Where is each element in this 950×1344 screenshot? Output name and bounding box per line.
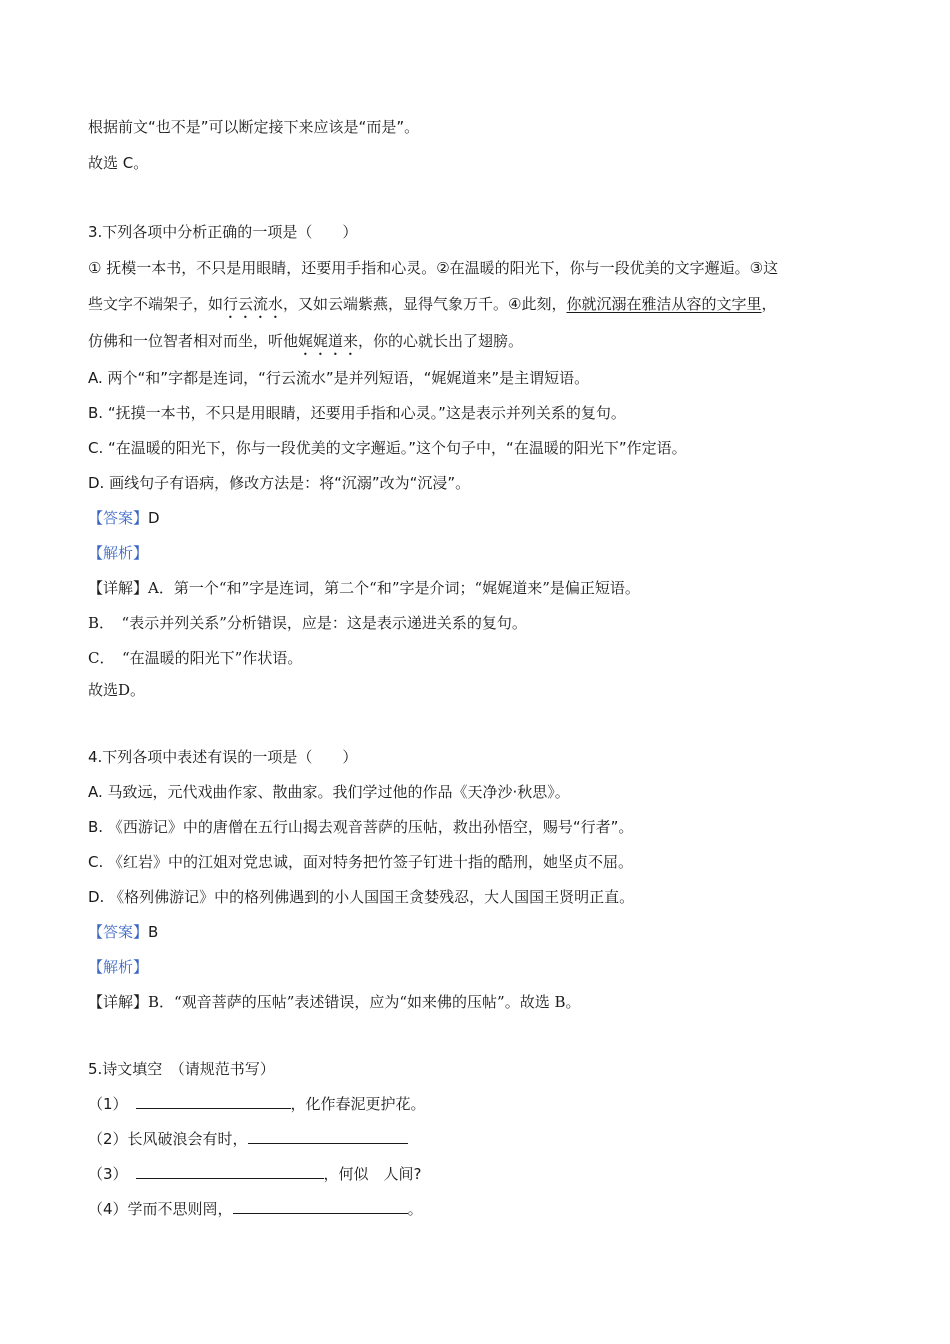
q4-option-c: C. 《红岩》中的江姐对党忠诚，面对特务把竹签子钉进十指的酷刑，她坚贞不屈。 <box>88 853 634 871</box>
answer-value: D <box>148 509 160 527</box>
q3-detail-line-4: 故选D。 <box>88 681 146 699</box>
underlined-sentence: 你就沉溺在雅洁从容的文字里 <box>566 295 762 313</box>
item-text: ，化作春泥更护花。 <box>290 1095 426 1113</box>
emphasized-phrase: 娓娓道来 <box>298 332 359 350</box>
answer-tag: 【答案】 <box>88 509 149 527</box>
q3-passage-line-2 <box>88 294 777 322</box>
q3-passage-text: 仿佛和一位智者相对而坐，听他 <box>88 332 299 350</box>
q3-passage-text: 些文字不端架子，如 <box>88 295 224 313</box>
q4-option-a: A. 马致远，元代戏曲作家、散曲家。我们学过他的作品《天净沙·秋思》。 <box>88 783 570 801</box>
q3-detail-line-1 <box>88 578 640 598</box>
q5-item-3 <box>88 1164 422 1184</box>
item-number: （2） <box>88 1130 128 1148</box>
q3-option-d: D. 画线句子有语病，修改方法是：将“沉溺”改为“沉浸”。 <box>88 474 471 492</box>
q3-passage-text: ，又如云端紫燕，显得气象万千。④此刻， <box>283 295 567 313</box>
item-text: ，何似 人间? <box>323 1165 422 1183</box>
q4-detail-line <box>88 992 581 1012</box>
q3-passage-line-1: ① 抚模一本书，不只是用眼睛，还要用手指和心灵。②在温暖的阳光下，你与一段优美的文字邂逅。③这 <box>88 259 779 277</box>
q4-stem: 4.下列各项中表述有误的一项是（ ） <box>88 748 358 766</box>
detail-tag: 【详解】 <box>88 993 149 1011</box>
item-number: （1） <box>88 1095 128 1113</box>
q3-passage-text: ，你的心就长出了翅膀。 <box>358 332 524 350</box>
detail-text: A．第一个“和”字是连词，第二个“和”字是介词；“娓娓道来”是偏正短语。 <box>148 579 640 597</box>
item-number: （3） <box>88 1165 128 1183</box>
q3-analysis-tag: 【解析】 <box>88 544 149 562</box>
q3-option-a: A. 两个“和”字都是连词，“行云流水”是并列短语，“娓娓道来”是主谓短语。 <box>88 369 590 387</box>
fill-in-blank[interactable] <box>136 1094 291 1109</box>
q3-passage-line-3 <box>88 331 523 359</box>
q3-stem: 3.下列各项中分析正确的一项是（ ） <box>88 223 358 241</box>
detail-text: B．“观音菩萨的压帖”表述错误，应为“如来佛的压帖”。故选 B。 <box>148 993 581 1011</box>
q3-detail-line-3: C． “在温暖的阳光下”作状语。 <box>88 649 303 667</box>
intro-line-1: 根据前文“也不是”可以断定接下来应该是“而是”。 <box>88 118 420 136</box>
detail-tag: 【详解】 <box>88 579 149 597</box>
intro-line-2: 故选 C。 <box>88 154 149 172</box>
answer-value: B <box>148 923 159 941</box>
q3-answer <box>88 508 160 528</box>
item-text: 学而不思则罔， <box>127 1200 233 1218</box>
q4-analysis-tag: 【解析】 <box>88 958 149 976</box>
q3-option-c: C. “在温暖的阳光下，你与一段优美的文字邂逅。”这个句子中，“在温暖的阳光下”作定语。 <box>88 439 687 457</box>
q4-option-d: D. 《格列佛游记》中的格列佛遇到的小人国国王贪婪残忍，大人国国王贤明正直。 <box>88 888 635 906</box>
q3-option-b: B. “抚摸一本书，不只是用眼睛，还要用手指和心灵。”这是表示并列关系的复句。 <box>88 404 626 422</box>
q3-detail-line-2: B． “表示并列关系”分析错误，应是：这是表示递进关系的复句。 <box>88 614 527 632</box>
answer-tag: 【答案】 <box>88 923 149 941</box>
q5-item-4 <box>88 1199 423 1219</box>
fill-in-blank[interactable] <box>136 1164 324 1179</box>
item-text: 长风破浪会有时， <box>127 1130 248 1148</box>
q3-passage-text: ， <box>761 295 777 313</box>
emphasized-phrase: 行云流水 <box>223 295 284 313</box>
item-text: 。 <box>407 1200 423 1218</box>
item-number: （4） <box>88 1200 128 1218</box>
fill-in-blank[interactable] <box>248 1129 408 1144</box>
q4-answer <box>88 922 158 942</box>
q5-item-2 <box>88 1129 408 1149</box>
q5-item-1 <box>88 1094 426 1114</box>
q5-stem: 5.诗文填空 （请规范书写） <box>88 1060 275 1078</box>
q4-option-b: B. 《西游记》中的唐僧在五行山揭去观音菩萨的压帖，救出孙悟空，赐号“行者”。 <box>88 818 634 836</box>
fill-in-blank[interactable] <box>233 1199 408 1214</box>
